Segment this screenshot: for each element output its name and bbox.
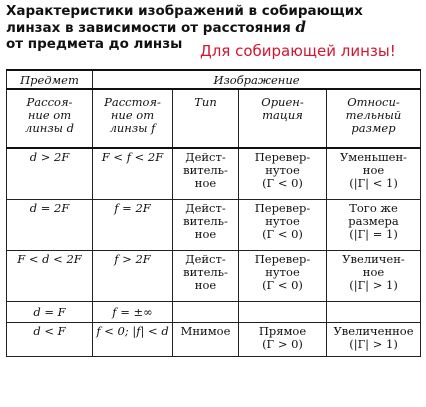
table-header-row-2 [7,89,421,148]
cell-f: f = 2F [93,200,173,251]
cell-size-text: Того же размера (|Г| = 1) [348,201,399,241]
handwritten-note: Для собирающей линзы! [200,42,396,60]
caption-line-2-text: линзах в зависимости от расстояния [6,20,291,36]
cell-size [327,323,421,357]
cell-type-empty [173,302,239,323]
cell-d: d < F [7,323,93,357]
cell-size [327,148,421,200]
cell-type-text: Дейст- витель- ное [183,201,228,241]
table-header-row-1 [7,70,421,89]
caption-variable-d: d [295,18,306,36]
column-header-type [173,89,239,148]
cell-type [173,200,239,251]
cell-f: f = ±∞ [93,302,173,323]
lens-image-table [6,69,421,357]
caption-line-3: от предмета до линзы [6,36,183,52]
header-image: Изображение [93,70,421,89]
column-header-d [7,89,93,148]
cell-d: d = 2F [7,200,93,251]
header-object: Предмет [7,70,93,89]
cell-orientation [239,251,327,302]
table-row [7,200,421,251]
table-row [7,148,421,200]
cell-orientation-text: Прямое (Г > 0) [258,324,307,351]
cell-type [173,323,239,357]
cell-size-empty [327,302,421,323]
column-header-f-text: Расстоя- ние от линзы f [104,95,161,135]
cell-f: f < 0; |f| < d [93,323,173,357]
cell-orientation-text: Перевер- нутое (Г < 0) [254,201,311,241]
cell-orientation [239,200,327,251]
cell-size-text: Уменьшен- ное (|Г| < 1) [339,150,408,190]
column-header-d-text: Рассоя- ние от линзы d [25,95,74,135]
caption-line-2 [6,19,422,36]
cell-d: F < d < 2F [7,251,93,302]
column-header-size-text: Относи- тельный размер [345,95,402,135]
table-row [7,323,421,357]
column-header-f [93,89,173,148]
cell-size [327,251,421,302]
cell-type-text: Дейст- витель- ное [183,252,228,292]
cell-size [327,200,421,251]
cell-orientation [239,323,327,357]
cell-d: d = F [7,302,93,323]
column-header-size [327,89,421,148]
cell-size-text: Увеличен- ное (|Г| > 1) [342,252,405,292]
column-header-type-text: Тип [194,95,217,109]
cell-f: f > 2F [93,251,173,302]
cell-type [173,251,239,302]
cell-f: F < f < 2F [93,148,173,200]
cell-orientation [239,148,327,200]
cell-type-text: Мнимое [180,324,231,338]
column-header-orientation-text: Ориен- тация [261,95,304,122]
table-row [7,302,421,323]
cell-orientation-text: Перевер- нутое (Г < 0) [254,150,311,190]
caption-line-1: Характеристики изображений в собирающих [6,3,363,19]
cell-d: d > 2F [7,148,93,200]
cell-orientation-empty [239,302,327,323]
column-header-orientation [239,89,327,148]
cell-orientation-text: Перевер- нутое (Г < 0) [254,252,311,292]
table-row [7,251,421,302]
cell-type-text: Дейст- витель- ное [183,150,228,190]
cell-size-text: Увеличенное (|Г| > 1) [333,324,414,351]
cell-type [173,148,239,200]
